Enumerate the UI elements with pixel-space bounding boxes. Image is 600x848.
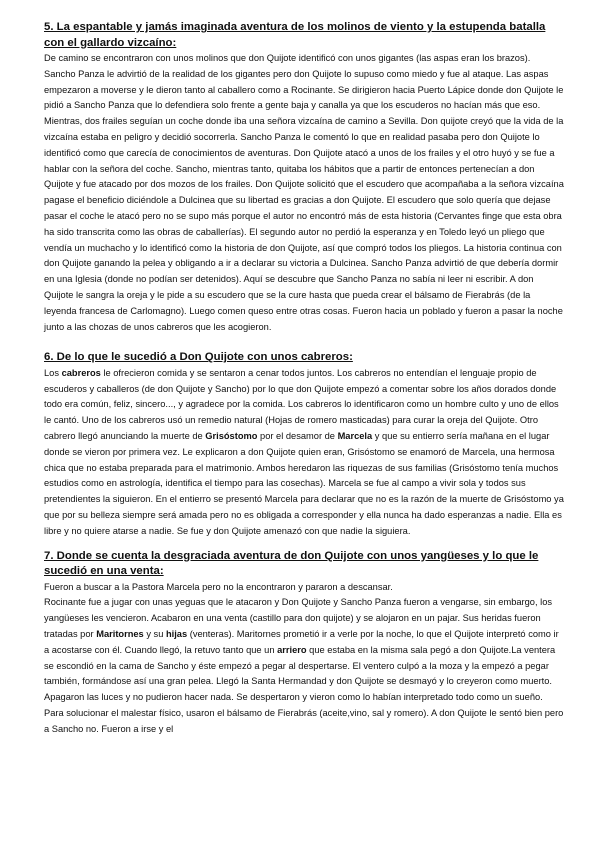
section-7-heading: 7. Donde se cuenta la desgraciada aventura de don Quijote con unos yangüeses y lo que le sucedió en una venta: xyxy=(44,549,539,578)
text-run: y que su entierro sería mañana en el lugar donde se vieron por primera vez. Le explicaron a don Quijote quien eran, Grisóstomo se enamoró de Marcela, una hermosa chica que no estaba preparada para el matrimonio. Ambos heredaron las riquezas de sus familias (Grisóstomo tenía muchos estudios como en astrología, identifica el tiempo para las cosechas). Marcela se fue al campo a vivir sola y todos sus pretendientes la siguieron. En el entierro se presentó Marcela para declarar que no es la razón de la muerte de Grisóstomo ya que por su belleza siempre será amada pero no es obligada a corresponder y ella nunca ha dado esperanzas a nadie. Ella es libre y no quiere atarse a nadie. Se fue y don Quijote amenazó con que nadie la siguiera. xyxy=(44,431,564,536)
section-5-paragraph xyxy=(44,51,564,335)
section-7 xyxy=(44,549,564,738)
term-grisostomo: Grisóstomo xyxy=(205,431,258,442)
text-run: Los xyxy=(44,367,62,378)
term-arriero: arriero xyxy=(277,644,307,655)
term-marcela: Marcela xyxy=(337,431,373,442)
section-6 xyxy=(44,350,564,539)
text-run: Fueron a buscar a la Pastora Marcela pero no la encontraron y pararon a descansar. xyxy=(44,581,393,592)
section-5 xyxy=(44,20,564,335)
term-hijas: hijas xyxy=(165,629,188,639)
text-run: por el desamor de xyxy=(257,431,338,442)
section-7-paragraph-1 xyxy=(44,580,564,596)
text-run: y su xyxy=(143,629,166,639)
term-cabreros: cabreros xyxy=(61,367,101,378)
text-run: Rocinante fue a jugar con unas yeguas que le atacaron y Don Quijote y Sancho Panza fueron a vengarse, sin embargo, los yangüeses les vencieron. Acabaron en una venta (castillo para don quijote) y se alojaron en un pajar. Sus heridas fueron tratadas por xyxy=(44,597,553,639)
text-run: le ofrecieron comida y se sentaron a cenar todos juntos. Los cabreros no entendían el lenguaje propio de escuderos y caballeros (de don Quijote y Sancho) por lo que don Quijote empezó a comentar sobre los años dorados donde todo era común, feliz, sincero..., y agradece por la comida. Los cabreros lo identificaron como un hombre culto y uno de ellos le cantó. Uno de los cabreros usó un remedio natural (Hojas de romero masticadas) para curar la oreja del Quijote. Otro cabrero llegó anunciando la muerte de xyxy=(44,367,559,442)
text-run: (venteras). Maritornes prometió ir a verle por la noche, lo que el Quijote interpretó como ir a acostarse con él. Cuando llegó, la retuvo tanto que un xyxy=(44,629,559,655)
section-5-text: De camino se encontraron con unos molinos que don Quijote identificó con unos gigantes (las aspas eran los brazos). Sancho Panza le advirtió de la realidad de los gigantes pero don Quijote lo supuso como miedo y fue al ataque. Las aspas empezaron a moverse y le dieron tanto al caballero como a Rocinante. Se dirigieron hacia Puerto Lápice donde don Quijote le pidió a Sancho Panza que lo defendiera solo frente a gente baja y canalla ya que los escuderos no hacían más que eso. Mientras, dos frailes seguían un coche donde iba una señora vizcaína de camino a Sevilla. Don quijote creyó que la vida de la vizcaína estaba en peligro y decidió socorrerla. Sancho Panza le comentó lo que en realidad pasaba pero don Quijote lo identificó como que carecía de conocimientos de aventuras. Don Quijote atacó a unos de los frailes y el otro huyó y se fue a hablar con la señora del coche. Sancho, mientras tanto, quitaba los hábitos que a partir de entonces pertenecían a don Quijote y fue atacado por dos mozos de los frailes. Don Quijote solicitó que el escudero que acompañaba a la señora vizcaína pagase el beneficio diciéndole a Dulcinea que su libertad es gracias a don Quijote. El escudero que solo quería que dejase pasar el coche le atacó pero no se supo más porque el autor no encontró más de esta historia (Cervantes finge que esta obra ha sido transcrita como las obras de caballerías). El segundo autor no perdió la esperanza y en Toledo leyó un pliego que vendía un muchacho y lo identificó como la historia de don Quijote, así que compró todos los pliegos. La historia continua con don Quijote ganando la pelea y obligando a ir a declarar su victoria a Dulcinea. Sancho Panza advirtió de que debería dormir en una Iglesia (donde no podían ser detenidos). Aquí se descubre que Sancho Panza no sabía ni leer ni escribir. A don Quijote le sangra la oreja y le pide a su escudero que se la cure hasta que pueda crear el bálsamo de Fierabrás (de la leyenda francesa de Carlomagno). Luego comen queso entre otras cosas. Fueron hacia un poblado y fueron a pasar la noche junto a las chozas de unos cabreros que les acogieron. xyxy=(44,53,564,332)
text-run: que estaba en la misma sala pegó a don Quijote.La ventera se escondió en la cama de Sancho y éste empezó a pegar al despertarse. El ventero culpó a la moza y la empezó a pegar también, formándose así una gran pelea. Llegó la Santa Hermandad y don Quijote se desmayó y lo creyeron como muerto. Apagaron las luces y no pudieron hacer nada. Se despertaron y vieron como lo habían interpretado todo como un sueño. Para solucionar el malestar físico, usaron el bálsamo de Fierabrás (aceite,vino, sal y romero). A don Quijote le sentó bien pero a Sancho no. Fueron a irse y el xyxy=(44,644,564,734)
section-5-heading: 5. La espantable y jamás imaginada aventura de los molinos de viento y la estupenda batalla con el gallardo vizcaíno: xyxy=(44,21,546,49)
section-7-paragraph-2 xyxy=(44,595,564,737)
term-maritornes: Maritornes xyxy=(96,629,144,639)
section-6-heading: 6. De lo que le sucedió a Don Quijote con unos cabreros: xyxy=(44,351,353,364)
section-6-paragraph xyxy=(44,366,564,540)
